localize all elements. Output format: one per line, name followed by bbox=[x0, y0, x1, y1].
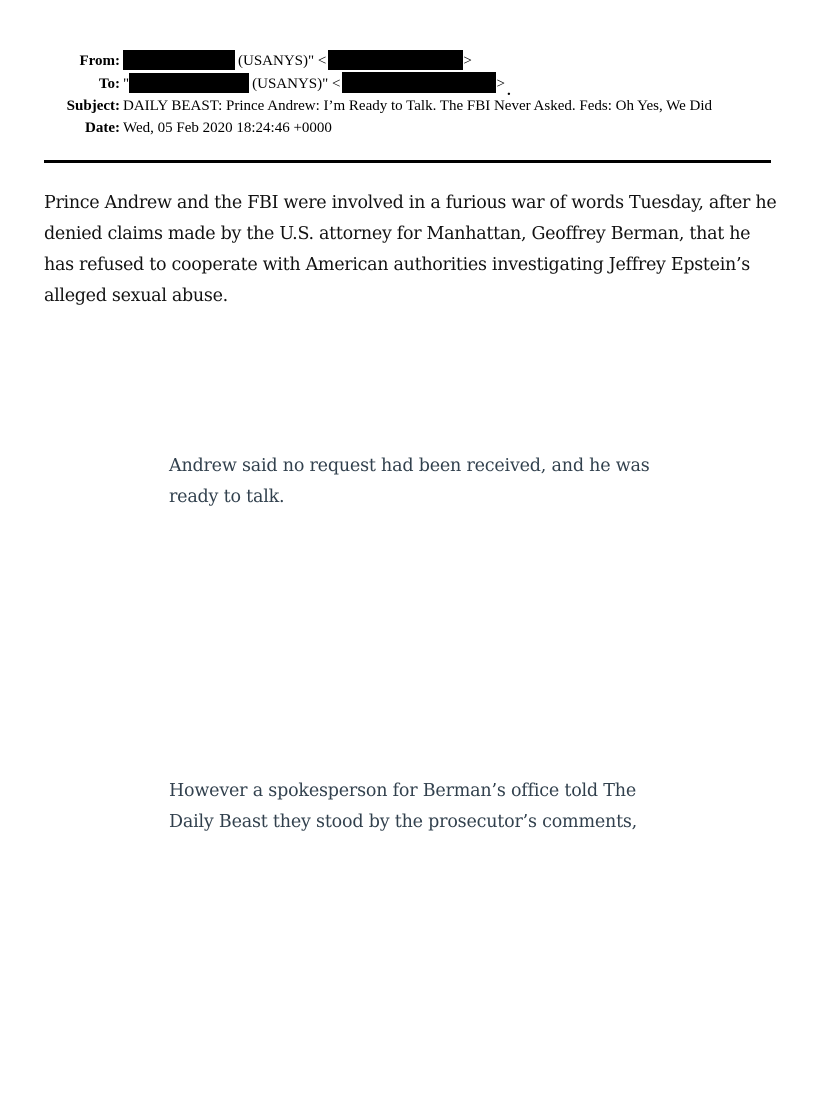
from-mid-text: (USANYS)" < bbox=[238, 53, 327, 69]
to-value bbox=[123, 72, 511, 99]
email-header bbox=[56, 50, 816, 139]
paragraph-line: denied claims made by the U.S. attorney for Manhattan, Geoffrey Berman, that he bbox=[44, 224, 751, 244]
redaction-bar bbox=[342, 72, 496, 93]
header-field-from bbox=[56, 50, 816, 72]
to-close-bracket: > bbox=[496, 76, 505, 92]
article-lead-paragraph bbox=[44, 188, 780, 312]
header-field-to bbox=[56, 72, 816, 99]
redaction-bar bbox=[123, 50, 235, 70]
paragraph-line: alleged sexual abuse. bbox=[44, 286, 228, 306]
quote-line: Andrew said no request had been received, and he was bbox=[169, 456, 650, 476]
to-mid-text: (USANYS)" < bbox=[252, 76, 341, 92]
from-label: From: bbox=[79, 53, 120, 69]
to-trailing-period: . bbox=[506, 83, 511, 99]
quote-line: Daily Beast they stood by the prosecutor’s comments, bbox=[169, 812, 638, 832]
article-quote-block-1 bbox=[169, 451, 669, 513]
header-field-subject bbox=[56, 95, 816, 117]
subject-label: Subject: bbox=[66, 98, 120, 114]
header-divider-rule bbox=[44, 160, 771, 163]
email-document-page bbox=[0, 50, 816, 1106]
from-close-bracket: > bbox=[463, 53, 472, 69]
subject-value: DAILY BEAST: Prince Andrew: I’m Ready to Talk. The FBI Never Asked. Feds: Oh Yes, We Did bbox=[123, 98, 713, 114]
redaction-bar bbox=[129, 73, 249, 93]
article-quote-block-2 bbox=[169, 776, 669, 838]
to-open-quote: " bbox=[123, 76, 130, 92]
paragraph-line: has refused to cooperate with American authorities investigating Jeffrey Epstein’s bbox=[44, 255, 750, 275]
paragraph-line: Prince Andrew and the FBI were involved in a furious war of words Tuesday, after he bbox=[44, 193, 777, 213]
date-label: Date: bbox=[85, 120, 120, 136]
redaction-bar bbox=[328, 50, 463, 70]
to-label: To: bbox=[98, 76, 120, 92]
quote-line: ready to talk. bbox=[169, 487, 285, 507]
from-value bbox=[123, 50, 472, 72]
header-field-date bbox=[56, 117, 816, 139]
date-value: Wed, 05 Feb 2020 18:24:46 +0000 bbox=[123, 120, 332, 136]
quote-line: However a spokesperson for Berman’s office told The bbox=[169, 781, 636, 801]
